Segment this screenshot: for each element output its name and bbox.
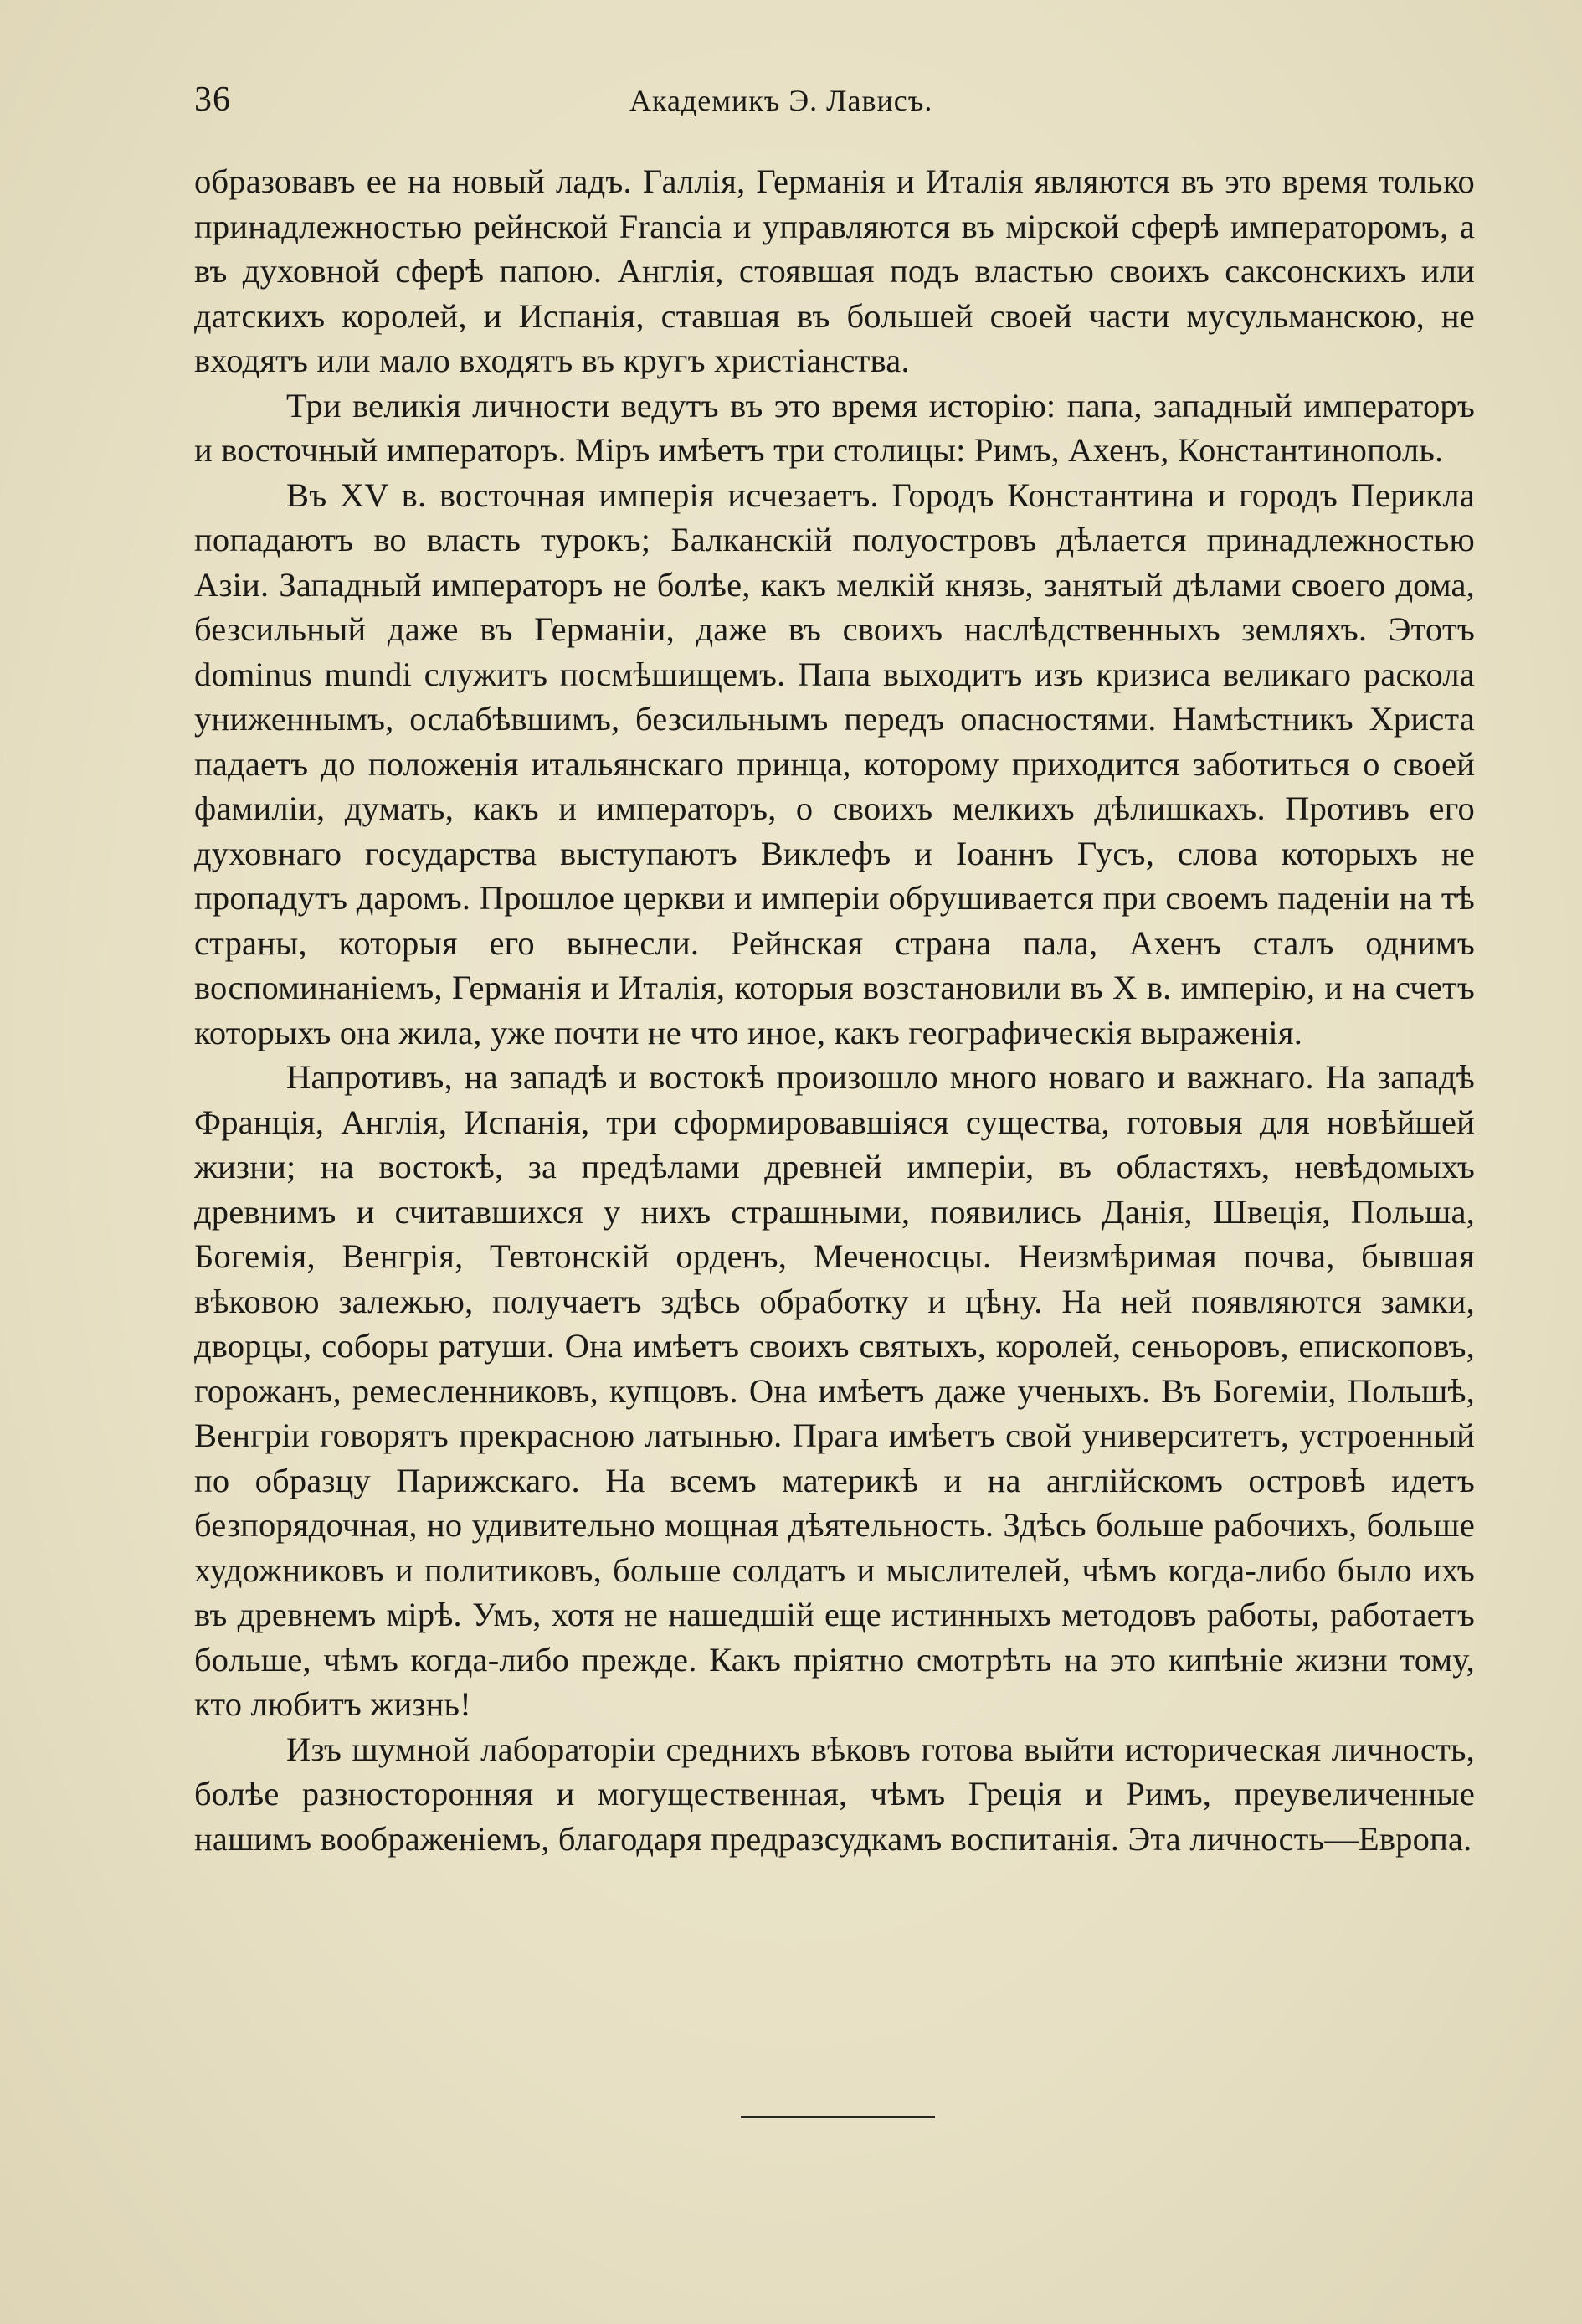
paragraph-west-and-east: Напротивъ, на западѣ и востокѣ произошло много новаго и важнаго. На западѣ Франція, Англія, Испанія, три сформировавшіяся существа, готовыя для новѣйшей жизни; на востокѣ, за предѣлами древней имперіи, въ областяхъ, невѣдомыхъ древнимъ и считавшихся у нихъ страшными, появились Данія, Швеція, Польша, Богемія, Венгрія, Тевтонскій орденъ, Меченосцы. Неизмѣримая почва, бывшая вѣковою залежью, получаетъ здѣсь обработку и цѣну. На ней появляются замки, дворцы, соборы ратуши. Она имѣетъ своихъ святыхъ, королей, сеньоровъ, епископовъ, горожанъ, ремесленниковъ, купцовъ. Она имѣетъ даже ученыхъ. Въ Богеміи, Польшѣ, Венгріи говорятъ прекрасною латынью. Прага имѣетъ свой университетъ, устроенный по образцу Парижскаго. На всемъ материкѣ и на англійскомъ островѣ идетъ безпорядочная, но удивительно мощная дѣятельность. Здѣсь больше рабочихъ, больше художниковъ и политиковъ, больше солдатъ и мыслителей, чѣмъ когда-либо было ихъ въ древнемъ мірѣ. Умъ, хотя не нашедшій еще истинныхъ методовъ работы, работаетъ больше, чѣмъ когда-либо прежде. Какъ пріятно смотрѣть на это кипѣніе жизни тому, кто любитъ жизнь!: [194, 1058, 1475, 1723]
paragraph-continued: образовавъ ее на новый ладъ. Галлія, Германія и Италія являются въ это время только принадлежностью рейнской Francia и управляются въ мірской сферѣ императоромъ, а въ духовной сферѣ папою. Англія, стоявшая подъ властью своихъ саксонскихъ или датскихъ королей, и Испанія, ставшая въ большей своей части мусульманскою, не входятъ или мало входятъ въ кругъ христіанства.: [194, 162, 1475, 379]
paragraph-fifteenth-century: Въ XV в. восточная имперія исчезаетъ. Городъ Константина и городъ Перикла попадаютъ во власть турокъ; Балканскій полуостровъ дѣлается принадлежностью Азіи. Западный императоръ не болѣе, какъ мелкій князь, занятый дѣлами своего дома, безсильный даже въ Германіи, даже въ своихъ наслѣдственныхъ земляхъ. Этотъ dominus mundi служитъ посмѣшищемъ. Папа выходитъ изъ кризиса великаго раскола униженнымъ, ослабѣвшимъ, безсильнымъ передъ опасностями. Намѣстникъ Христа падаетъ до положенія итальянскаго принца, которому приходится заботиться о своей фамиліи, думать, какъ и императоръ, о своихъ мелкихъ дѣлишкахъ. Противъ его духовнаго государства выступаютъ Виклефъ и Іоаннъ Гусъ, слова которыхъ не пропадутъ даромъ. Прошлое церкви и имперіи обрушивается при своемъ паденіи на тѣ страны, которыя его вынесли. Рейнская страна пала, Ахенъ сталъ однимъ воспоминаніемъ, Германія и Италія, которыя возстановили въ X в. имперію, и на счетъ которыхъ она жила, уже почти не что иное, какъ географическія выраженія.: [194, 476, 1475, 1051]
paragraph-three-personalities: Три великія личности ведутъ въ это время исторію: папа, западный императоръ и восточный императоръ. Міръ имѣетъ три столицы: Римъ, Ахенъ, Константинополь.: [194, 386, 1475, 469]
paragraph-europe: Изъ шумной лабораторіи среднихъ вѣковъ готова выйти историческая личность, болѣе разносторонняя и могущественная, чѣмъ Греція и Римъ, преувеличенные нашимъ воображеніемъ, благодаря предразсудкамъ воспитанія. Эта личность—Европа.: [194, 1730, 1475, 1858]
page-number: 36: [194, 80, 231, 119]
running-head: Академикъ Э. Лависъ.: [629, 84, 933, 117]
body-text: [194, 159, 1475, 1861]
page-header: [194, 80, 1466, 138]
end-separator-rule: [741, 2116, 935, 2118]
